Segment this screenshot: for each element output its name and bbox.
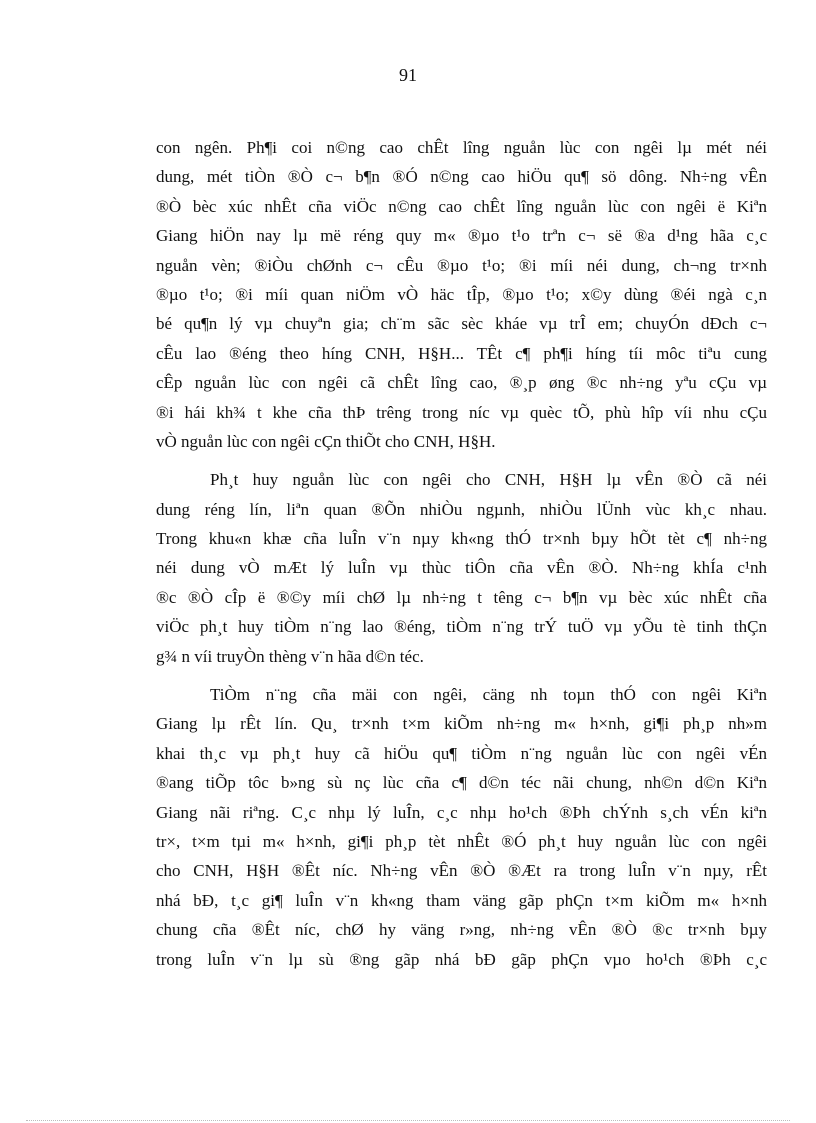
body-text [156,133,767,974]
text-line: Giang nãi riªng. C¸c nhµ lý luÎn, c¸c nhµ ho¹ch ®Þh chÝnh s¸ch vÉn kiªn [156,802,767,822]
text-line: dung réng lín, liªn quan ®Õn nhiÒu ngµnh, nhiÒu lÜnh vùc kh¸c nhau. [156,499,767,519]
text-line: Trong khu«n khæ cña luÎn v¨n nµy kh«ng thÓ tr×nh bµy hÕt tèt c¶ nh÷ng [156,529,767,549]
text-line: néi dung vÒ mÆt lý luÎn vµ thùc tiÔn cña vÊn ®Ò. Nh÷ng khÍa c¹nh [156,558,767,578]
text-line: tr×, t×m tµi m« h×nh, gi¶i ph¸p tèt nhÊt ®Ó ph¸t huy nguån lùc con ngêi [156,831,767,851]
page-number: 91 [399,65,417,85]
text-line: chung cña ®Êt níc, chØ hy väng r»ng, nh÷ng vÊn ®Ò ®c tr×nh bµy [156,920,767,940]
page-bottom-border [26,1120,790,1121]
paragraph-1 [156,133,767,456]
text-line: Ph¸t huy nguån lùc con ngêi cho CNH, H§H lµ vÊn ®Ò cã néi [210,470,767,490]
text-line: ®i hái kh¾ t khe cña thÞ trêng trong níc vµ quèc tÕ, phù hîp víi nhu cÇu [156,402,767,422]
text-line: Giang lµ rÊt lín. Qu¸ tr×nh t×m kiÕm nh÷ng m« h×nh, gi¶i ph¸p nh»m [156,714,767,734]
text-line: vÒ nguån lùc con ngêi cÇn thiÕt cho CNH, H§H. [156,431,496,451]
text-line: g¾ n víi truyÒn thèng v¨n hãa d©n téc. [156,646,424,666]
text-line: nguån vèn; ®iÒu chØnh c¬ cÊu ®µo t¹o; ®i míi néi dung, ch¬ng tr×nh [156,255,767,275]
text-line: bé qu¶n lý vµ chuyªn gia; ch¨m sãc sèc kháe vµ trÎ em; chuyÓn dÐch c¬ [156,314,767,334]
text-line: viÖc ph¸t huy tiÒm n¨ng lao ®éng, tiÒm n¨ng trÝ tuÖ vµ yÕu tè tinh thÇn [156,617,767,637]
text-line: ®c ®Ò cÎp ë ®©y míi chØ lµ nh÷ng t têng c¬ b¶n vµ bèc xúc nhÊt cña [156,587,767,607]
text-line: trong luÎn v¨n lµ sù ®ng gãp nhá bÐ gãp phÇn vµo ho¹ch ®Þh c¸c [156,949,767,969]
text-line: ®ang tiÕp tôc b»ng sù nç lùc cña c¶ d©n téc nãi chung, nh©n d©n Kiªn [156,773,767,793]
text-line: cÊp nguån lùc con ngêi cã chÊt lîng cao, ®¸p øng ®c nh÷ng yªu cÇu vµ [156,373,767,393]
paragraph-3 [156,680,767,974]
text-line: khai th¸c vµ ph¸t huy cã hiÖu qu¶ tiÒm n¨ng nguån lùc con ngêi vÉn [156,743,767,763]
paragraph-gap [156,671,767,680]
text-line: ®Ò bèc xúc nhÊt cña viÖc n©ng cao chÊt lîng nguån lùc con ngêi ë Kiªn [156,196,767,216]
text-line: TiÒm n¨ng cña mäi con ngêi, cäng nh toµn thÓ con ngêi Kiªn [210,685,767,705]
text-line: cho CNH, H§H ®Êt níc. Nh÷ng vÊn ®Ò ®Æt ra trong luÎn v¨n nµy, rÊt [156,861,767,881]
text-line: Giang hiÖn nay lµ më réng quy m« ®µo t¹o trªn c¬ së ®a d¹ng hãa c¸c [156,226,767,246]
text-line: nhá bÐ, t¸c gi¶ luÎn v¨n kh«ng tham väng gãp phÇn t×m kiÕm m« h×nh [156,890,767,910]
paragraph-gap [156,456,767,465]
text-line: con ngên. Ph¶i coi n©ng cao chÊt lîng nguån lùc con ngêi lµ mét néi [156,138,767,157]
text-line: cÊu lao ®éng theo híng CNH, H§H... TÊt c¶ ph¶i híng tíi môc tiªu cung [156,343,767,363]
text-line: ®µo t¹o; ®i míi quan niÖm vÒ häc tÎp, ®µo t¹o; x©y dùng ®éi ngà c¸n [156,284,767,304]
text-line: dung, mét tiÒn ®Ò c¬ b¶n ®Ó n©ng cao hiÖu qu¶ sö dông. Nh÷ng vÊn [156,167,767,187]
paragraph-2 [156,465,767,671]
